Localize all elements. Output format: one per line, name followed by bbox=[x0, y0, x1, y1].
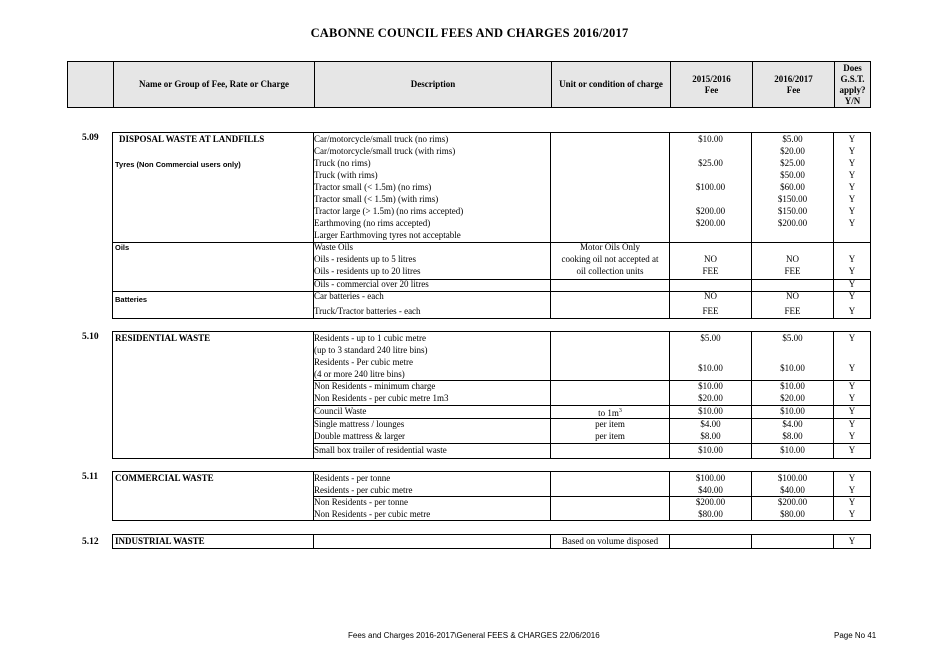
s509-row-0-gst: Y bbox=[848, 134, 856, 144]
s509-row-3-f16: $50.00 bbox=[780, 170, 805, 180]
s509-row-13-f16: NO bbox=[786, 291, 799, 301]
s510-row-7-unit: per item bbox=[595, 419, 625, 429]
s509-row-1-f16: $20.00 bbox=[780, 146, 805, 156]
s511-row-2-gst: Y bbox=[848, 497, 856, 507]
s509-row-10-unit: cooking oil not accepted at bbox=[561, 254, 659, 264]
s510-row-4-f16: $10.00 bbox=[780, 381, 805, 391]
s509-row-10-gst: Y bbox=[848, 254, 856, 264]
s510-row-2-gst: Y bbox=[848, 363, 856, 373]
s510-row-1-desc: (up to 3 standard 240 litre bins) bbox=[314, 345, 428, 355]
s510-row-7-f16: $4.00 bbox=[782, 419, 803, 429]
header-gst-line4: Y/N bbox=[844, 95, 861, 106]
s511-row-1-f15: $40.00 bbox=[698, 485, 723, 495]
s511-row-3-f15: $80.00 bbox=[698, 509, 723, 519]
s509-row-14-desc: Truck/Tractor batteries - each bbox=[314, 306, 421, 316]
s509-row-2-f15: $25.00 bbox=[698, 158, 723, 168]
s510-row-4-desc: Non Residents - minimum charge bbox=[314, 381, 436, 391]
s509-row-7-gst: Y bbox=[848, 218, 856, 228]
s510-row-4-gst: Y bbox=[848, 381, 856, 391]
header-name: Name or Group of Fee, Rate or Charge bbox=[113, 62, 314, 107]
s510-row-0-desc: Residents - up to 1 cubic metre bbox=[314, 333, 426, 343]
s509-row-11-gst: Y bbox=[848, 266, 856, 276]
section-table-commercial-waste bbox=[112, 471, 871, 521]
s510-row-9-gst: Y bbox=[848, 445, 856, 455]
s510-row-0-gst: Y bbox=[848, 333, 856, 343]
s510-row-8-f15: $8.00 bbox=[700, 431, 721, 441]
section-table-residential-waste bbox=[112, 331, 871, 459]
s509-row-14-f16: FEE bbox=[784, 306, 801, 316]
s510-row-2-f15: $10.00 bbox=[698, 363, 723, 373]
s510-row-5-f15: $20.00 bbox=[698, 393, 723, 403]
s510-row-6-gst: Y bbox=[848, 406, 856, 416]
s509-row-10-f15: NO bbox=[704, 254, 717, 264]
page-title: CABONNE COUNCIL FEES AND CHARGES 2016/2017 bbox=[310, 26, 629, 40]
s510-row-3-desc: (4 or more 240 litre bins) bbox=[314, 369, 405, 379]
s510-row-6-desc: Council Waste bbox=[314, 406, 367, 416]
s511-row-3-desc: Non Residents - per cubic metre bbox=[314, 509, 431, 519]
section-table-industrial-waste bbox=[112, 534, 871, 549]
footer-document-path: Fees and Charges 2016-2017\General FEES & CHARGES 22/06/2016 bbox=[348, 631, 600, 640]
s511-row-0-f15: $100.00 bbox=[695, 473, 726, 483]
s510-row-9-f16: $10.00 bbox=[780, 445, 805, 455]
s510-row-9-f15: $10.00 bbox=[698, 445, 723, 455]
s509-row-6-f16: $150.00 bbox=[777, 206, 808, 216]
s509-row-0-desc: Car/motorcycle/small truck (no rims) bbox=[314, 134, 449, 144]
s510-row-2-f16: $10.00 bbox=[780, 363, 805, 373]
header-fee-2016-label: Fee bbox=[786, 84, 801, 95]
section-name-disposal: DISPOSAL WASTE AT LANDFILLS bbox=[119, 134, 265, 144]
section-number-512: 5.12 bbox=[82, 537, 99, 547]
section-name-industrial: INDUSTRIAL WASTE bbox=[115, 536, 205, 546]
s511-row-3-gst: Y bbox=[848, 509, 856, 519]
s511-row-2-f16: $200.00 bbox=[777, 497, 808, 507]
header-unit: Unit or condition of charge bbox=[551, 62, 670, 107]
s509-row-9-desc: Waste Oils bbox=[314, 242, 354, 252]
s511-row-1-gst: Y bbox=[848, 485, 856, 495]
s509-row-6-f15: $200.00 bbox=[695, 206, 726, 216]
s509-row-11-f16: FEE bbox=[784, 266, 801, 276]
s509-row-5-f16: $150.00 bbox=[777, 194, 808, 204]
section-name-residential: RESIDENTIAL WASTE bbox=[115, 333, 211, 343]
s509-row-0-f16: $5.00 bbox=[782, 134, 803, 144]
s509-row-13-f15: NO bbox=[704, 291, 717, 301]
s510-row-0-f16: $5.00 bbox=[782, 333, 803, 343]
s510-row-7-desc: Single mattress / lounges bbox=[314, 419, 405, 429]
s511-row-2-desc: Non Residents - per tonne bbox=[314, 497, 408, 507]
s511-row-0-desc: Residents - per tonne bbox=[314, 473, 391, 483]
section-number-510: 5.10 bbox=[82, 332, 99, 342]
header-fee-2015-year: 2015/2016 bbox=[692, 73, 731, 84]
s510-row-5-desc: Non Residents - per cubic metre 1m3 bbox=[314, 393, 449, 403]
s510-row-7-f15: $4.00 bbox=[700, 419, 721, 429]
s509-row-4-desc: Tractor small (< 1.5m) (no rims) bbox=[314, 182, 432, 192]
s509-row-0-f15: $10.00 bbox=[698, 134, 723, 144]
s510-row-8-f16: $8.00 bbox=[782, 431, 803, 441]
subgroup-oils: Oils bbox=[115, 243, 130, 252]
s509-row-12-gst: Y bbox=[848, 279, 856, 289]
industrial-gst: Y bbox=[848, 536, 856, 546]
s510-row-6-f16: $10.00 bbox=[780, 406, 805, 416]
section-number-511: 5.11 bbox=[82, 472, 99, 482]
s510-row-6-f15: $10.00 bbox=[698, 406, 723, 416]
s511-row-0-f16: $100.00 bbox=[777, 473, 808, 483]
s509-row-4-gst: Y bbox=[848, 182, 856, 192]
s509-row-13-desc: Car batteries - each bbox=[314, 291, 384, 301]
s509-row-5-desc: Tractor small (< 1.5m) (with rims) bbox=[314, 194, 439, 204]
s509-row-6-desc: Tractor large (> 1.5m) (no rims accepted) bbox=[314, 206, 464, 216]
s509-row-12-desc: Oils - commercial over 20 litres bbox=[314, 279, 429, 289]
s511-row-2-f15: $200.00 bbox=[695, 497, 726, 507]
s509-row-11-desc: Oils - residents up to 20 litres bbox=[314, 266, 421, 276]
s509-row-1-desc: Car/motorcycle/small truck (with rims) bbox=[314, 146, 456, 156]
s510-row-9-desc: Small box trailer of residential waste bbox=[314, 445, 447, 455]
section-number-509: 5.09 bbox=[82, 133, 99, 143]
industrial-unit: Based on volume disposed bbox=[561, 536, 659, 546]
s510-row-8-desc: Double mattress & larger bbox=[314, 431, 406, 441]
s510-row-8-unit: per item bbox=[595, 431, 625, 441]
s509-row-8-desc: Larger Earthmoving tyres not acceptable bbox=[314, 230, 461, 240]
s509-row-6-gst: Y bbox=[848, 206, 856, 216]
s509-row-9-unit: Motor Oils Only bbox=[579, 242, 640, 252]
header-description: Description bbox=[314, 62, 551, 107]
s510-row-7-gst: Y bbox=[848, 419, 856, 429]
s509-row-10-desc: Oils - residents up to 5 litres bbox=[314, 254, 416, 264]
s509-row-4-f15: $100.00 bbox=[695, 182, 726, 192]
s509-row-4-f16: $60.00 bbox=[780, 182, 805, 192]
s509-row-11-f15: FEE bbox=[702, 266, 719, 276]
subgroup-batteries: Batteries bbox=[115, 295, 148, 304]
footer-page-number: Page No 41 bbox=[834, 631, 877, 640]
s509-row-14-gst: Y bbox=[848, 306, 856, 316]
header-fee-2015 bbox=[670, 62, 752, 107]
s510-row-5-f16: $20.00 bbox=[780, 393, 805, 403]
s509-row-5-gst: Y bbox=[848, 194, 856, 204]
s509-row-3-desc: Truck (with rims) bbox=[314, 170, 378, 180]
header-gst bbox=[834, 62, 870, 107]
s509-row-14-f15: FEE bbox=[702, 306, 719, 316]
header-gst-line3: apply? bbox=[839, 84, 866, 95]
s510-row-2-desc: Residents - Per cubic metre bbox=[314, 357, 413, 367]
s509-row-7-desc: Earthmoving (no rims accepted) bbox=[314, 218, 431, 228]
s509-row-11-unit: oil collection units bbox=[576, 266, 644, 276]
s511-row-1-desc: Residents - per cubic metre bbox=[314, 485, 413, 495]
s509-row-2-gst: Y bbox=[848, 158, 856, 168]
s510-row-4-f15: $10.00 bbox=[698, 381, 723, 391]
section-table-disposal-waste bbox=[112, 132, 871, 319]
table-header bbox=[67, 61, 871, 108]
s509-row-3-gst: Y bbox=[848, 170, 856, 180]
s509-row-13-gst: Y bbox=[848, 291, 856, 301]
subgroup-tyres: Tyres (Non Commercial users only) bbox=[115, 160, 241, 169]
header-number-cell bbox=[68, 62, 113, 107]
section-name-commercial: COMMERCIAL WASTE bbox=[115, 473, 214, 483]
header-gst-line1: Does bbox=[843, 62, 862, 73]
header-fee-2016 bbox=[752, 62, 834, 107]
header-gst-line2: G.S.T. bbox=[840, 73, 865, 84]
s509-row-7-f16: $200.00 bbox=[777, 218, 808, 228]
s511-row-0-gst: Y bbox=[848, 473, 856, 483]
s509-row-10-f16: NO bbox=[786, 254, 799, 264]
s509-row-2-f16: $25.00 bbox=[780, 158, 805, 168]
cubic-superscript: 3 bbox=[618, 408, 622, 414]
header-fee-2016-year: 2016/2017 bbox=[774, 73, 813, 84]
s509-row-1-gst: Y bbox=[848, 146, 856, 156]
s509-row-7-f15: $200.00 bbox=[695, 218, 726, 228]
s511-row-1-f16: $40.00 bbox=[780, 485, 805, 495]
s511-row-3-f16: $80.00 bbox=[780, 509, 805, 519]
s510-row-5-gst: Y bbox=[848, 393, 856, 403]
s510-row-6-unit: to $1m^3$ bbox=[598, 408, 622, 418]
header-fee-2015-label: Fee bbox=[704, 84, 719, 95]
s510-row-8-gst: Y bbox=[848, 431, 856, 441]
s509-row-2-desc: Truck (no rims) bbox=[314, 158, 371, 168]
s510-row-0-f15: $5.00 bbox=[700, 333, 721, 343]
